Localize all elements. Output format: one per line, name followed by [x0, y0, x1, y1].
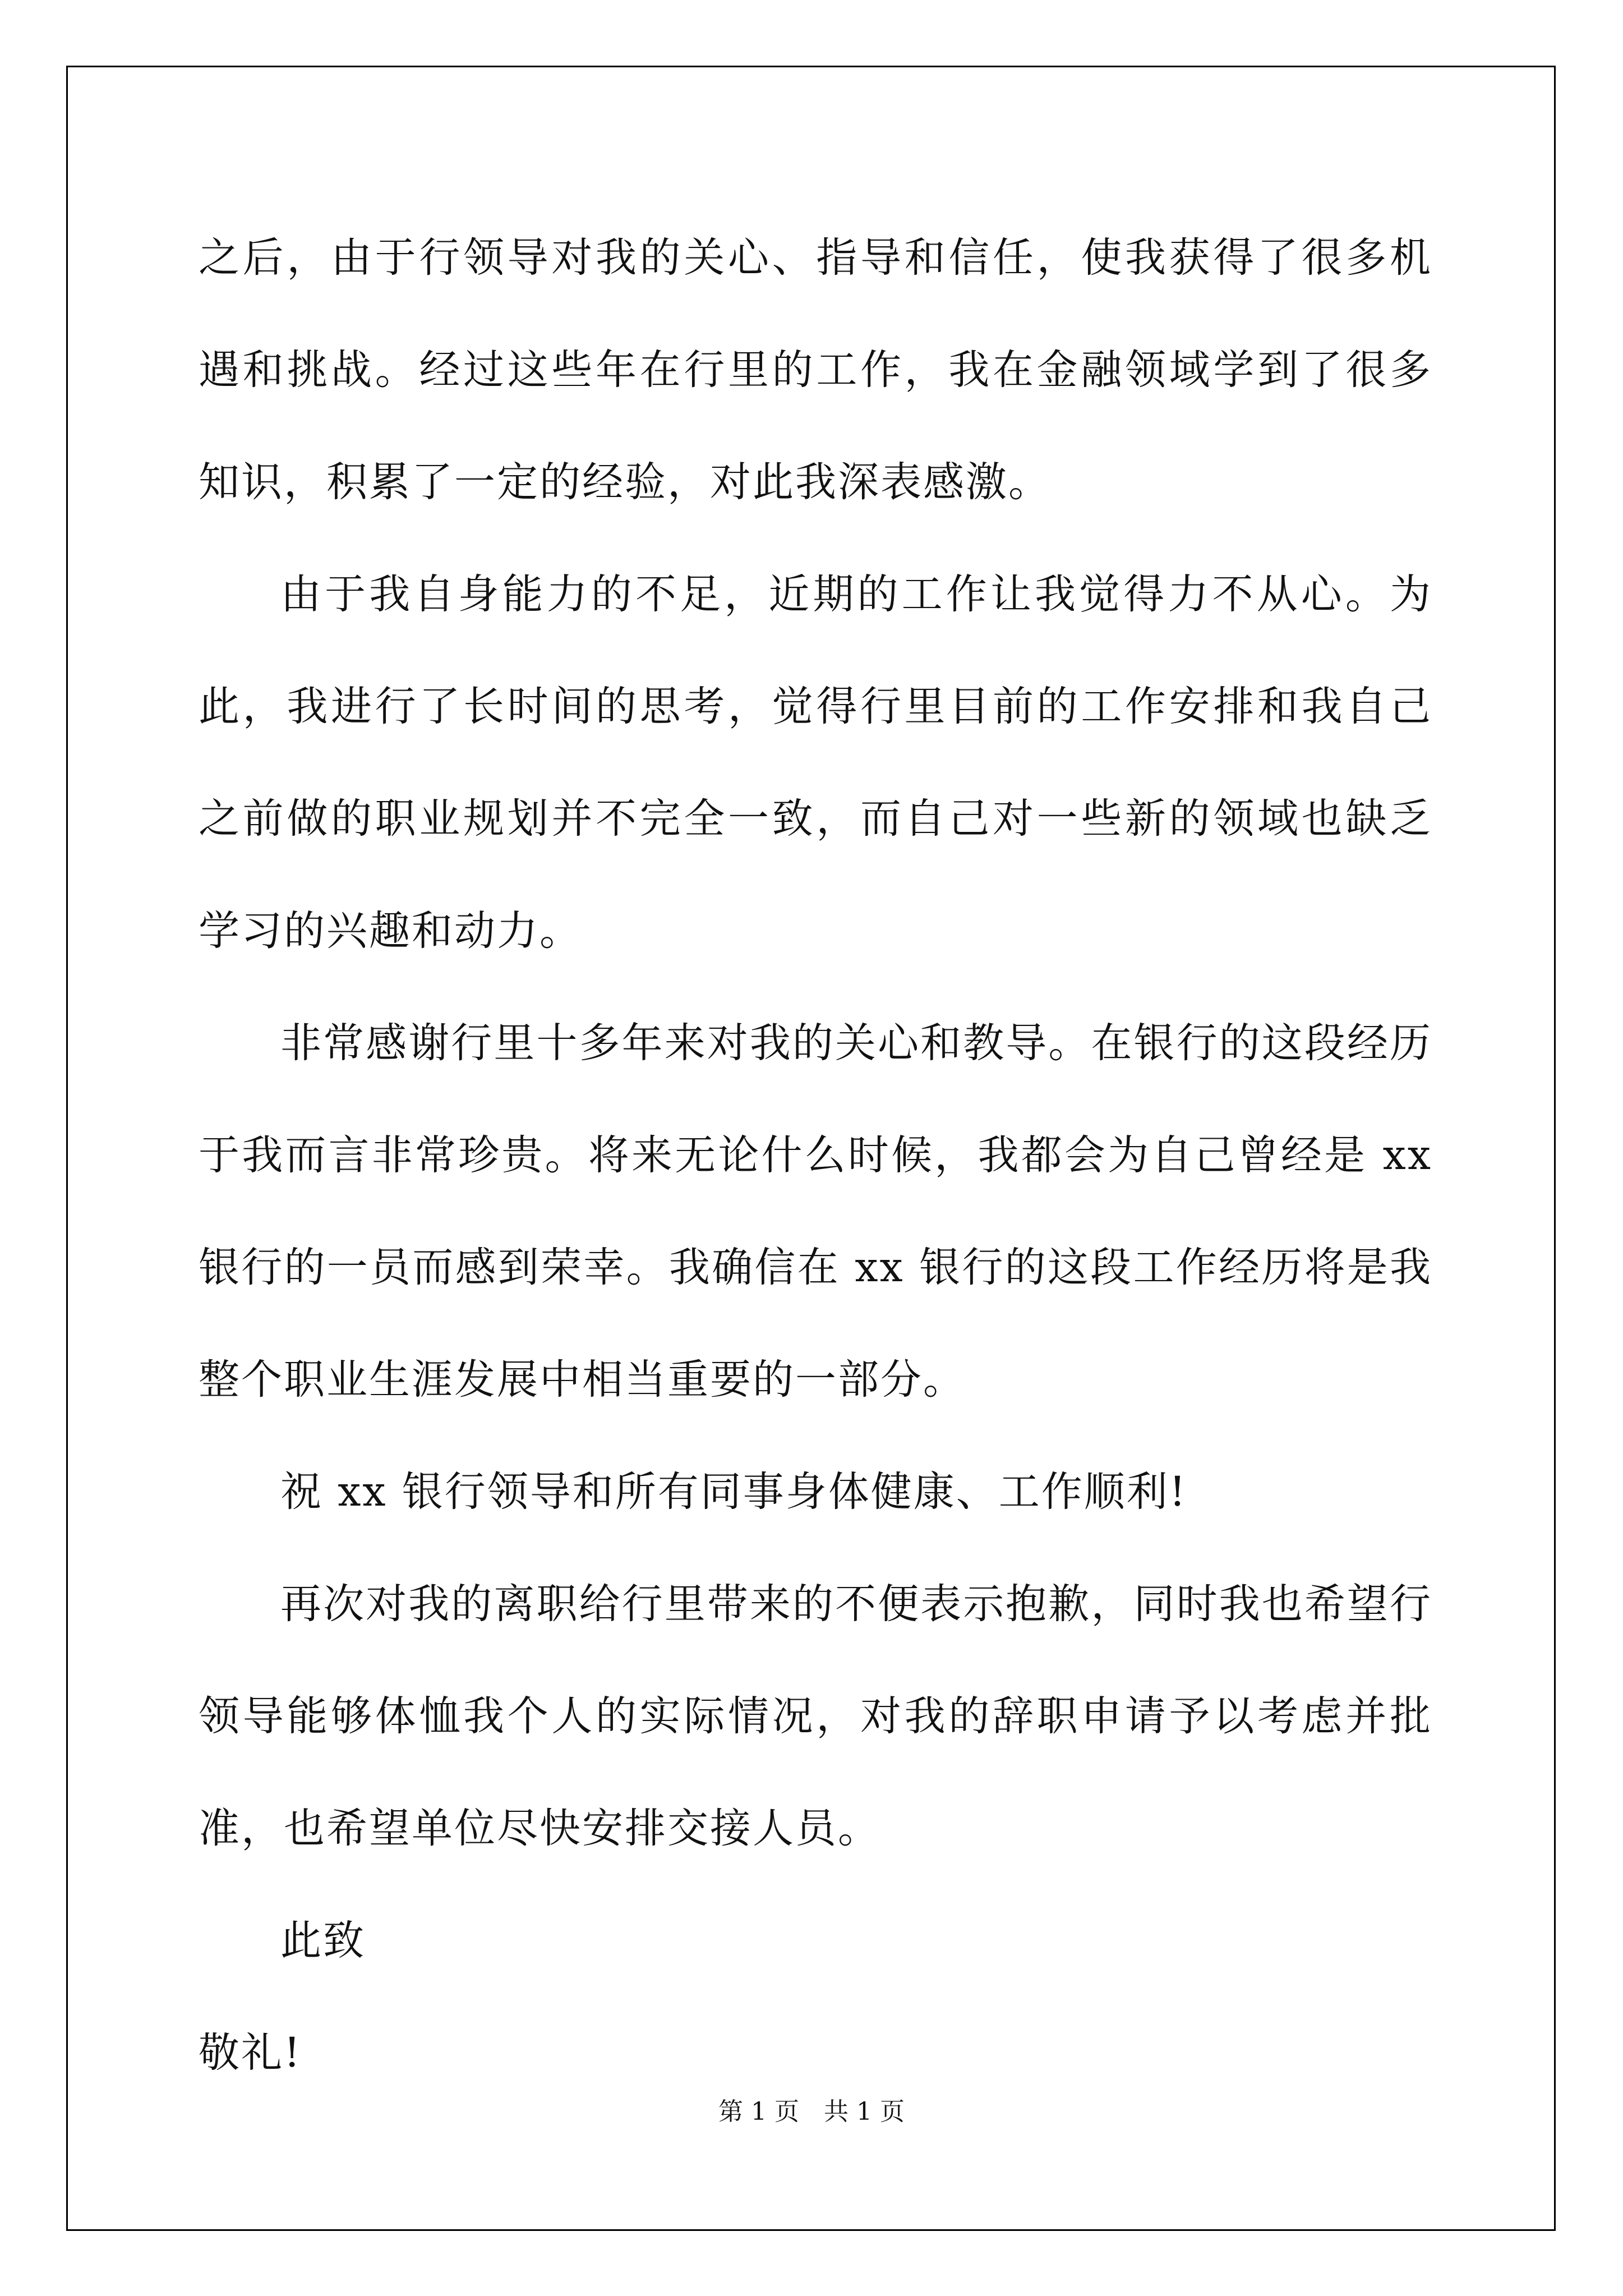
paragraph-apology: 再次对我的离职给行里带来的不便表示抱歉，同时我也希望行领导能够体恤我个人的实际情况，对我的辞职申请予以考虑并批准，也希望单位尽快安排交接人员。 [199, 1580, 1432, 1852]
paragraph-gratitude: 非常感谢行里十多年来对我的关心和教导。在银行的这段经历于我而言非常珍贵。将来无论什么时候，我都会为自己曾经是 xx 银行的一员而感到荣幸。我确信在 xx 银行的这段工作经历将是我整个职业生涯发展中相当重要的一部分。 [199, 1019, 1432, 1404]
paragraph-wishes: 祝 xx 银行领导和所有同事身体健康、工作顺利! [280, 1468, 1188, 1516]
paragraph-salutation: 此致 [280, 1917, 366, 1964]
page-footer [0, 2091, 1623, 2127]
paragraph-closing: 敬礼! [199, 2029, 302, 2077]
page-number-total: 共 1 页 [824, 2097, 905, 2126]
paragraph-continuation: 之后，由于行领导对我的关心、指导和信任，使我获得了很多机遇和挑战。经过这些年在行里的工作，我在金融领域学到了很多知识，积累了一定的经验，对此我深表感激。 [199, 234, 1432, 506]
paragraph-reason: 由于我自身能力的不足，近期的工作让我觉得力不从心。为此，我进行了长时间的思考，觉得行里目前的工作安排和我自己之前做的职业规划并不完全一致，而自己对一些新的领域也缺乏学习的兴趣和动力。 [199, 570, 1432, 955]
letter-body [199, 202, 1432, 2109]
page-number-current: 第 1 页 [718, 2097, 799, 2126]
